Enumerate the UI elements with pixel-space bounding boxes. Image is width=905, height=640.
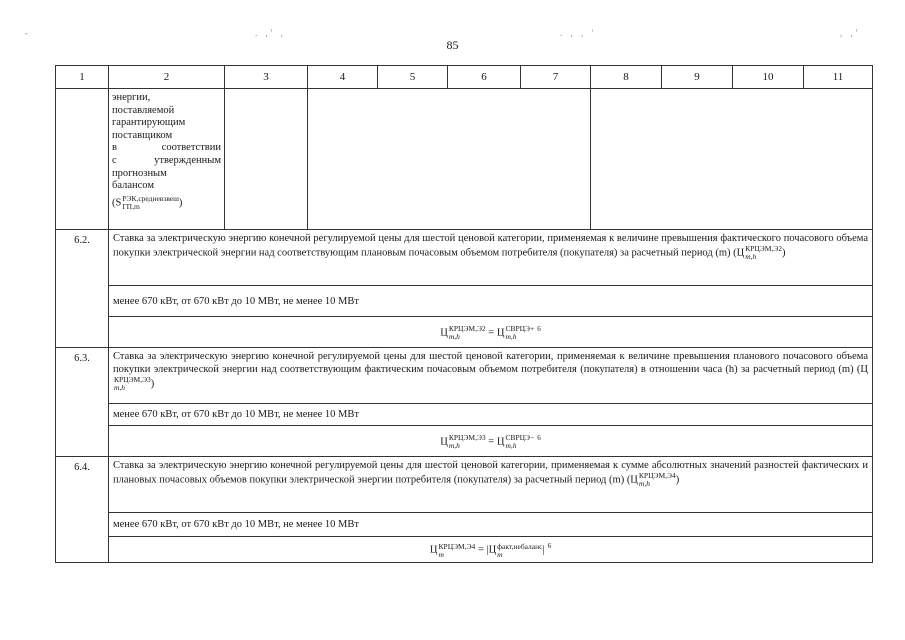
header-cell: 7 xyxy=(521,66,591,89)
formula-row xyxy=(56,537,873,563)
section-row xyxy=(56,348,873,404)
header-cell: 4 xyxy=(308,66,378,89)
empty-cell xyxy=(225,89,308,230)
formula-row xyxy=(56,426,873,457)
empty-cell xyxy=(56,89,109,230)
section-description: Ставка за электрическую энергию конечной регулируемой цены для шестой ценовой категории, применяемая к величине превышения фактического почасового объема покупки электрической энергии над соответствующим плановым почасовым объемом потребителя (покупателя) за расчетный период (m) (ЦКРЦЭМ,Э2 m,h ) xyxy=(109,230,873,286)
empty-cell xyxy=(308,89,591,230)
section-number: 6.2. xyxy=(56,230,109,348)
text-line: в соответствии xyxy=(112,142,221,154)
section-row xyxy=(56,230,873,286)
scan-speck: - xyxy=(25,28,31,38)
scan-speck: , ,' xyxy=(840,28,861,38)
header-cell: 11 xyxy=(804,66,873,89)
text-line: прогнозным xyxy=(112,167,167,179)
header-row xyxy=(56,66,873,89)
condition-text: менее 670 кВт, от 670 кВт до 10 МВт, не менее 10 МВт xyxy=(109,513,873,537)
formula: ЦКРЦЭМ,Э2 m,h = ЦСВРЦЭ+ m,h$^6$ xyxy=(109,317,873,348)
section-number: 6.4. xyxy=(56,457,109,563)
section-description: Ставка за электрическую энергию конечной регулируемой цены для шестой ценовой категории, применяемая к сумме абсолютных значений разностей фактических и плановых почасовых объемов покупки электрической энергии потребителя (покупателя) за расчетный период (m) (ЦКРЦЭМ,Э4 m,h ) xyxy=(109,457,873,513)
condition-row xyxy=(56,286,873,317)
text-line: энергии, xyxy=(112,92,151,103)
formula-row xyxy=(56,317,873,348)
tariff-table xyxy=(55,65,873,563)
condition-text: менее 670 кВт, от 670 кВт до 10 МВт, не менее 10 МВт xyxy=(109,404,873,426)
condition-text: менее 670 кВт, от 670 кВт до 10 МВт, не менее 10 МВт xyxy=(109,286,873,317)
header-cell: 9 xyxy=(662,66,733,89)
section-number: 6.3. xyxy=(56,348,109,457)
text-line: поставляемой xyxy=(112,104,175,116)
text-line: с утвержденным xyxy=(112,154,221,166)
page-number: 85 xyxy=(446,38,459,52)
condition-row xyxy=(56,404,873,426)
text-line: гарантирующим xyxy=(112,117,186,129)
section-description: Ставка за электрическую энергию конечной регулируемой цены для шестой ценовой категории, применяемая к величине превышения планового почасового объема покупки электрической энергии над соответствующим фактическим почасовым объемом потребителя (покупателя) в отношении часа (h) за расчетный период (m) (ЦКРЦЭМ,Э3 m,h ) xyxy=(109,348,873,404)
scan-speck: . , , ' xyxy=(560,28,597,38)
header-cell: 2 xyxy=(109,66,225,89)
header-cell: 6 xyxy=(448,66,521,89)
scan-speck: . ,' , xyxy=(255,28,286,38)
header-cell: 8 xyxy=(591,66,662,89)
continuation-row xyxy=(56,89,873,230)
header-cell: 3 xyxy=(225,66,308,89)
formula: ЦКРЦЭМ,Э4 m = |Цфакт,небаланс m | $^6$ xyxy=(109,537,873,563)
header-cell: 5 xyxy=(378,66,448,89)
section-row xyxy=(56,457,873,513)
text-line: балансом xyxy=(112,180,154,192)
symbol-line: (SРЭК,средневзвеш ГП,m ) xyxy=(112,193,183,211)
header-cell: 10 xyxy=(733,66,804,89)
condition-row xyxy=(56,513,873,537)
empty-cell xyxy=(591,89,873,230)
formula: ЦКРЦЭМ,Э3 m,h = ЦСВРЦЭ− m,h$^6$ xyxy=(109,426,873,457)
header-cell: 1 xyxy=(56,66,109,89)
text-line: поставщиком xyxy=(112,129,173,141)
indicator-name-cell xyxy=(109,89,225,230)
